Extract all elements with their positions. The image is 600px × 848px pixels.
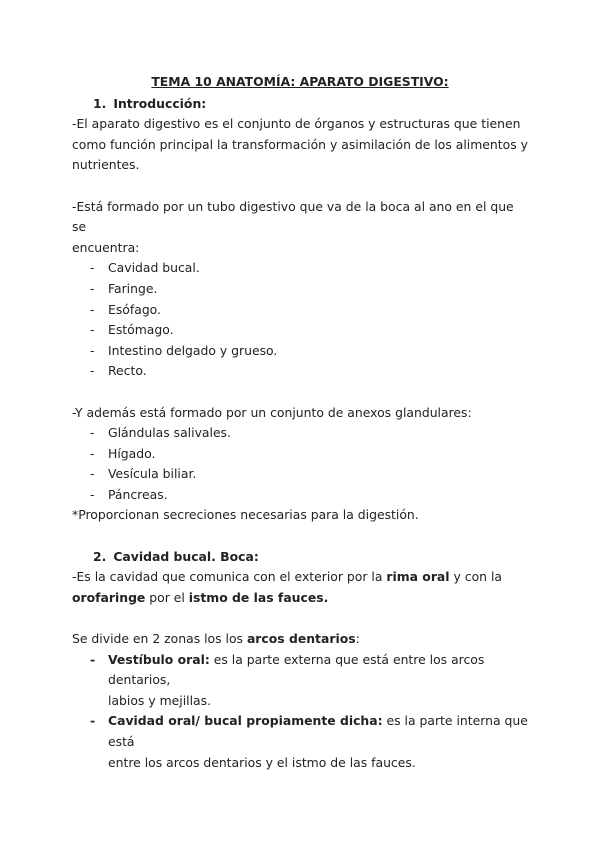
list-item: [72, 464, 528, 485]
section-1-heading: [72, 94, 528, 115]
dash-marker: -: [90, 280, 95, 296]
mouth-paragraph-line: [72, 588, 528, 609]
list-item: [72, 485, 528, 506]
list-item: [72, 300, 528, 321]
list-item-text: Intestino delgado y grueso.: [108, 342, 278, 358]
section-2-title: Cavidad bucal. Boca:: [113, 548, 259, 564]
spacer: [72, 382, 528, 403]
section-2-number: 2.: [93, 548, 107, 564]
list-item-text: Cavidad bucal.: [108, 260, 200, 276]
dash-marker: -: [90, 713, 96, 729]
list-item-text: Hígado.: [108, 445, 156, 461]
list-item: [72, 341, 528, 362]
list-item: [72, 279, 528, 300]
list-item-text: Estómago.: [108, 322, 174, 338]
glands-list: [72, 423, 528, 505]
intro-paragraph-line: como función principal la transformación y asimilación de los alimentos y: [72, 136, 528, 152]
list-item-text: Vesícula biliar.: [108, 466, 197, 482]
list-item: [72, 650, 528, 712]
section-2-heading: [72, 547, 528, 568]
zone-term: Vestíbulo oral:: [108, 651, 210, 667]
dash-marker: -: [90, 342, 95, 358]
dash-marker: -: [90, 363, 95, 379]
zone-description: es la parte externa que está entre los arcos dentarios,: [108, 651, 485, 688]
list-item: [72, 320, 528, 341]
term-orofaringe: orofaringe: [72, 589, 146, 605]
spacer: [72, 526, 528, 547]
glands-note: *Proporcionan secreciones necesarias para la digestión.: [72, 507, 419, 523]
dash-marker: -: [90, 425, 95, 441]
zone-term: Cavidad oral/ bucal propiamente dicha:: [108, 713, 383, 729]
dash-marker: -: [90, 466, 95, 482]
text-run: por el: [145, 589, 189, 605]
intro-paragraph-line: -El aparato digestivo es el conjunto de órganos y estructuras que tienen: [72, 116, 521, 132]
list-item-text: Glándulas salivales.: [108, 425, 231, 441]
list-item-text: Esófago.: [108, 301, 161, 317]
term-istmo-fauces: istmo de las fauces.: [188, 589, 329, 605]
tube-paragraph-line: encuentra:: [72, 239, 140, 255]
text-run: :: [355, 631, 360, 647]
section-1-title: Introducción:: [113, 95, 207, 111]
tube-paragraph-line: -Está formado por un tubo digestivo que va de la boca al ano en el que se: [72, 198, 514, 235]
term-arcos-dentarios: arcos dentarios: [246, 631, 356, 647]
list-item: [72, 361, 528, 382]
zones-list: [72, 650, 528, 774]
dash-marker: -: [90, 651, 96, 667]
list-item-text: Páncreas.: [108, 486, 168, 502]
zone-description: es la parte interna que está: [108, 713, 528, 749]
text-run: Se divide en 2 zonas los los: [72, 631, 247, 647]
list-item: [72, 444, 528, 465]
dash-marker: -: [90, 322, 95, 338]
list-item: [72, 423, 528, 444]
spacer: [72, 176, 528, 197]
list-item: [72, 258, 528, 279]
list-item: [72, 711, 528, 773]
document-title: TEMA 10 ANATOMÍA: APARATO DIGESTIVO:: [151, 74, 449, 89]
dash-marker: -: [90, 486, 95, 502]
zone-description: entre los arcos dentarios y el istmo de las fauces.: [108, 754, 416, 770]
mouth-paragraph-line: [72, 567, 528, 588]
list-item-text: Recto.: [108, 363, 147, 379]
spacer: [72, 608, 528, 629]
digestive-tube-list: [72, 258, 528, 382]
dash-marker: -: [90, 260, 95, 276]
dash-marker: -: [90, 301, 95, 317]
dash-marker: -: [90, 445, 95, 461]
text-run: -Es la cavidad que comunica con el exterior por la: [72, 569, 387, 585]
glands-paragraph: -Y además está formado por un conjunto de anexos glandulares:: [72, 404, 472, 420]
section-1-number: 1.: [93, 95, 107, 111]
term-rima-oral: rima oral: [386, 569, 450, 585]
text-run: y con la: [449, 569, 502, 585]
list-item-text: Faringe.: [108, 280, 158, 296]
intro-paragraph-line: nutrientes.: [72, 157, 140, 173]
zones-paragraph: [72, 629, 528, 650]
zone-description: labios y mejillas.: [108, 692, 212, 708]
